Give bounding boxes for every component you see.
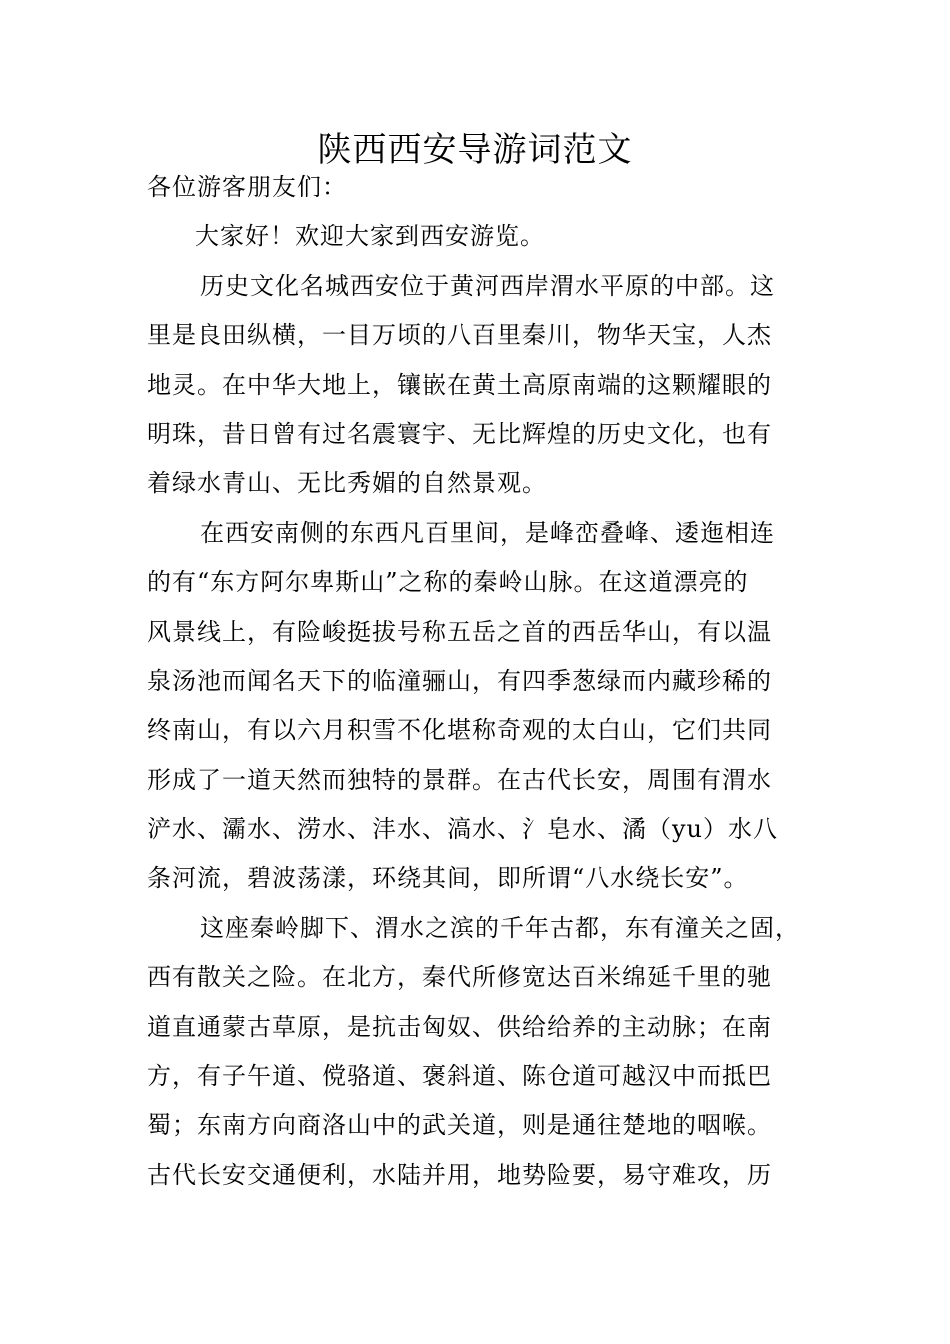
paragraph-line: 形成了一道天然而独特的景群。在古代长安，周围有渭水 xyxy=(147,765,772,794)
paragraph-line: 历史文化名城西安位于黄河西岸渭水平原的中部。这 xyxy=(200,271,775,300)
document-title: 陕西西安导游词范文 xyxy=(317,130,633,170)
paragraph-line: 古代长安交通便利，水陆并用，地势险要，易守难攻，历 xyxy=(147,1160,772,1189)
paragraph-line: 泉汤池而闻名天下的临潼骊山，有四季葱绿而内藏珍稀的 xyxy=(147,666,772,695)
paragraph-line: 这座秦岭脚下、渭水之滨的千年古都，东有潼关之固， xyxy=(200,913,800,942)
paragraph-line: 明珠，昔日曾有过名震寰宇、无比辉煌的历史文化，也有 xyxy=(147,419,772,448)
paragraph-line: 在西安南侧的东西凡百里间，是峰峦叠峰、逶迤相连 xyxy=(200,518,775,547)
paragraph-3 xyxy=(147,904,812,1200)
salutation: 各位游客朋友们： xyxy=(147,173,347,201)
paragraph-line: 的有“东方阿尔卑斯山”之称的秦岭山脉。在这道漂亮的 xyxy=(147,568,749,597)
paragraph-line: 方，有子午道、傥骆道、褒斜道、陈仓道可越汉中而抵巴 xyxy=(147,1062,772,1091)
paragraph-line: 浐水、灞水、涝水、沣水、滈水、氵皂水、潏（yu）水八 xyxy=(147,815,779,844)
paragraph-line: 终南山，有以六月积雪不化堪称奇观的太白山，它们共同 xyxy=(147,716,772,745)
document-body xyxy=(147,163,812,1200)
paragraph-line: 里是良田纵横，一目万顷的八百里秦川，物华天宝，人杰 xyxy=(147,321,772,350)
paragraph-line: 西有散关之险。在北方，秦代所修宽达百米绵延千里的驰 xyxy=(147,963,772,992)
greeting: 大家好！欢迎大家到西安游览。 xyxy=(195,222,545,251)
paragraph-line: 地灵。在中华大地上，镶嵌在黄土高原南端的这颗耀眼的 xyxy=(147,370,772,399)
paragraph-1 xyxy=(147,262,812,509)
paragraph-line: 风景线上，有险峻挺拔号称五岳之首的西岳华山，有以温 xyxy=(147,617,772,646)
paragraph-line: 道直通蒙古草原，是抗击匈奴、供给给养的主动脉；在南 xyxy=(147,1012,772,1041)
paragraph-line: 着绿水青山、无比秀媚的自然景观。 xyxy=(147,469,547,498)
paragraph-2 xyxy=(147,509,812,904)
paragraph-line: 蜀；东南方向商洛山中的武关道，则是通往楚地的咽喉。 xyxy=(147,1111,772,1140)
paragraph-line: 条河流，碧波荡漾，环绕其间，即所谓“八水绕长安”。 xyxy=(147,864,749,893)
